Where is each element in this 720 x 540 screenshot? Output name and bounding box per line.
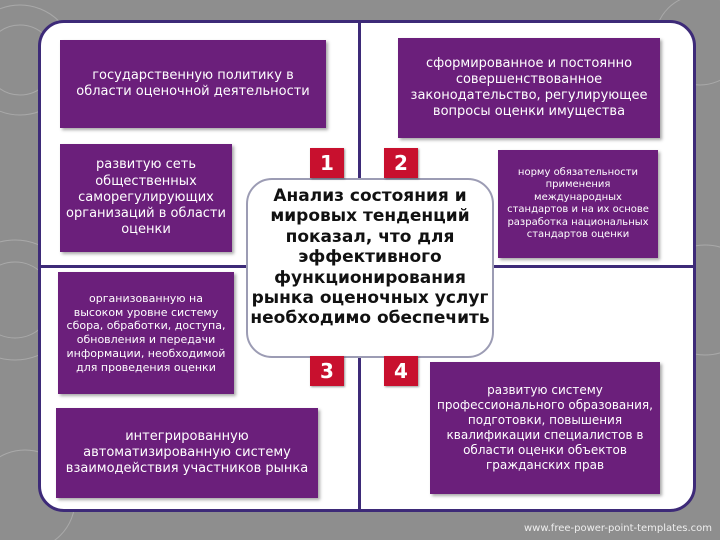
center-text: Анализ состояния и мировых тенденций показал, что для эффективного функционирования рынка оценочных услуг необходимо обеспечить [250, 186, 490, 329]
number-badge-4: 4 [384, 356, 418, 386]
number-badge-1: 1 [310, 148, 344, 178]
number-badge-3: 3 [310, 356, 344, 386]
box-state-policy: государственную политику в области оценочной деятельности [60, 40, 326, 128]
box-automated-system: интегрированную автоматизированную систему взаимодействия участников рынка [56, 408, 318, 498]
box-international-standards: норму обязательности применения международных стандартов и на их основе разработка национальных стандартов оценки [498, 150, 658, 258]
box-professional-education: развитую систему профессионального образования, подготовки, повышения квалификации специалистов в области оценки объектов гражданских прав [430, 362, 660, 494]
box-information-system: организованную на высоком уровне систему сбора, обработки, доступа, обновления и передачи информации, необходимой для проведения оценки [58, 272, 234, 394]
footer-url: www.free-power-point-templates.com [524, 523, 712, 534]
number-badge-2: 2 [384, 148, 418, 178]
box-self-regulating-orgs: развитую сеть общественных саморегулирующих организаций в области оценки [60, 144, 232, 252]
box-legislation: сформированное и постоянно совершенствованное законодательство, регулирующее вопросы оценки имущества [398, 38, 660, 138]
